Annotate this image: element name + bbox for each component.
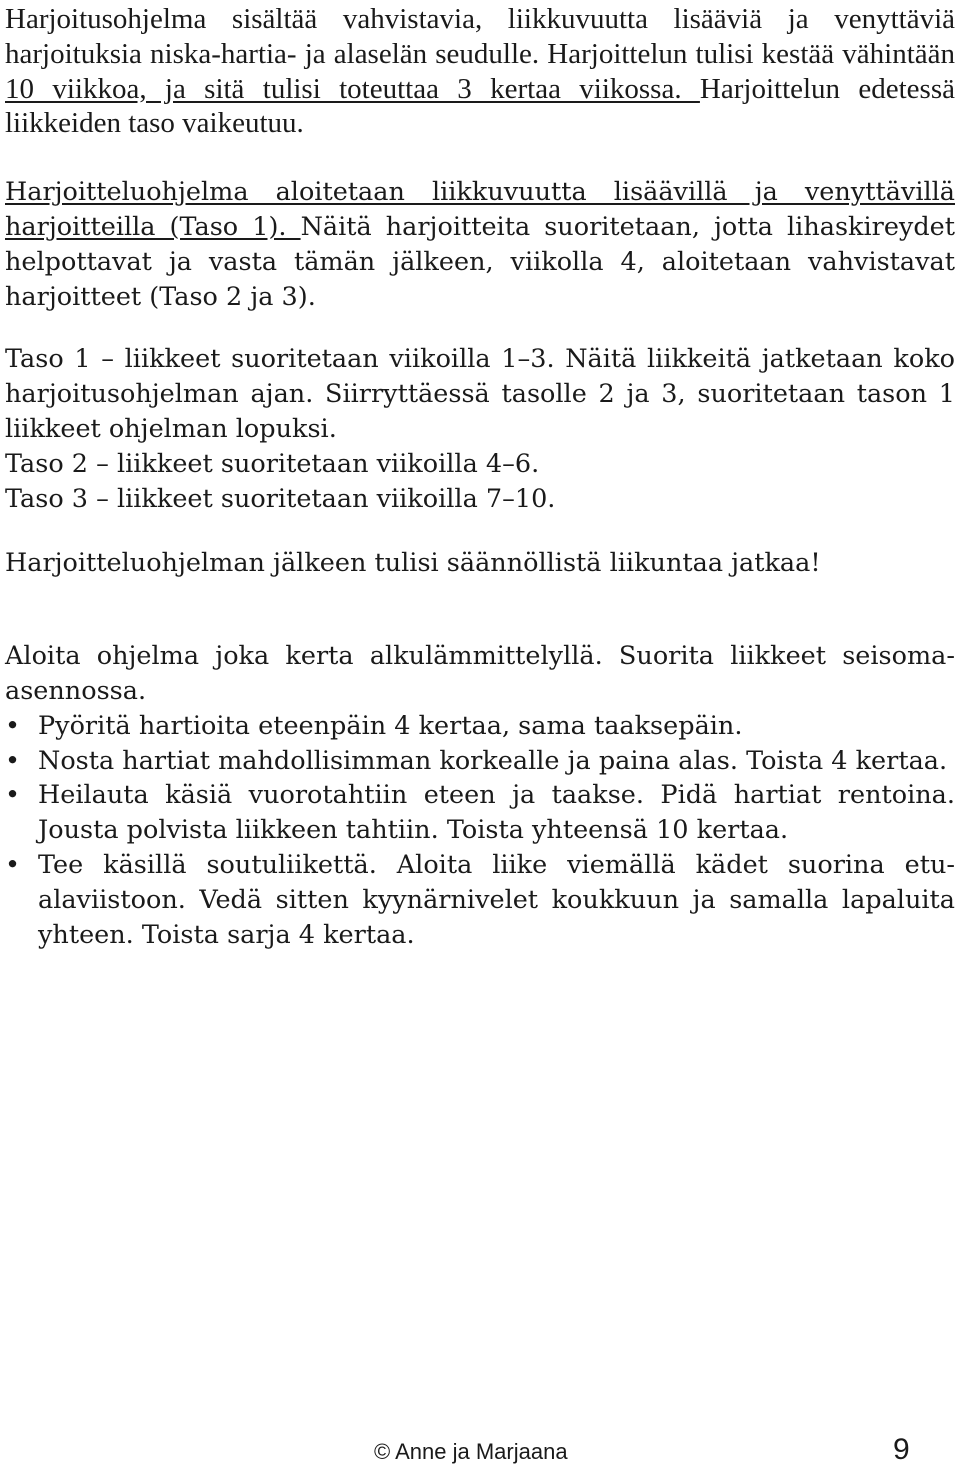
level-intro-underlined-text: Harjoitteluohjelma aloitetaan liikkuvuutta lisäävillä ja venyttävillä harjoitteilla (Taso 1). [5,177,955,242]
list-item-text: Nosta hartiat mahdollisimman korkealle ja paina alas. Toista 4 kertaa. [38,745,948,776]
list-item [5,744,955,779]
document-page [5,0,955,952]
intro-paragraph [5,0,955,141]
bullet-icon: • [5,745,21,776]
bullet-icon: • [5,710,21,741]
page-number: 9 [893,1433,910,1466]
list-item [5,848,955,952]
list-item [5,709,955,744]
warmup-list [5,709,955,953]
copyright-footer: © Anne ja Marjaana [374,1439,568,1464]
list-item-text: Tee käsillä soutuliikettä. Aloita liike viemällä kädet suorina etu-alaviistoon. Vedä sitten kyynärnivelet koukkuun ja samalla lapaluita yhteen. Toista sarja 4 kertaa. [38,849,955,950]
warmup-intro: Aloita ohjelma joka kerta alkulämmittelyllä. Suorita liikkeet seisoma-asennossa. [5,641,955,706]
intro-text-start: Harjoitusohjelma sisältää vahvistavia, liikkuvuutta lisääviä ja venyttäviä harjoituksia niska-hartia- ja alaselän seudulle. Harjoittelun tulisi kestää vähintään [5,3,955,70]
level-intro-paragraph [5,175,955,314]
intro-underlined-text: 10 viikkoa, ja sitä tulisi toteuttaa 3 kertaa viikossa. [5,72,700,105]
list-item [5,778,955,848]
list-item-text: Heilauta käsiä vuorotahtiin eteen ja taakse. Pidä hartiat rentoina. Jousta polvista liikkeen tahtiin. Toista yhteensä 10 kertaa. [38,780,955,846]
taso-1-paragraph: Taso 1 – liikkeet suoritetaan viikoilla 1–3. Näitä liikkeitä jatketaan koko harjoitusohjelman ajan. Siirryttäessä tasolle 2 ja 3, suoritetaan tason 1 liikkeet ohjelman lopuksi. [5,344,955,444]
list-item-text: Pyöritä hartioita eteenpäin 4 kertaa, sama taaksepäin. [38,710,743,741]
taso-3-line: Taso 3 – liikkeet suoritetaan viikoilla 7–10. [5,483,556,514]
taso-2-line: Taso 2 – liikkeet suoritetaan viikoilla 4–6. [5,448,540,479]
intro-text-end: Harjoittelun edetessä liikkeiden taso vaikeutuu. [5,72,955,140]
bullet-icon: • [5,849,21,880]
bullet-icon: • [5,780,21,811]
closing-statement: Harjoitteluohjelman jälkeen tulisi säännöllistä liikuntaa jatkaa! [5,548,821,579]
level-intro-text: Näitä harjoitteita suoritetaan, jotta lihaskireydet helpottavat ja vasta tämän jälkeen, viikolla 4, aloitetaan vahvistavat harjoitteet (Taso 2 ja 3). [5,211,955,312]
